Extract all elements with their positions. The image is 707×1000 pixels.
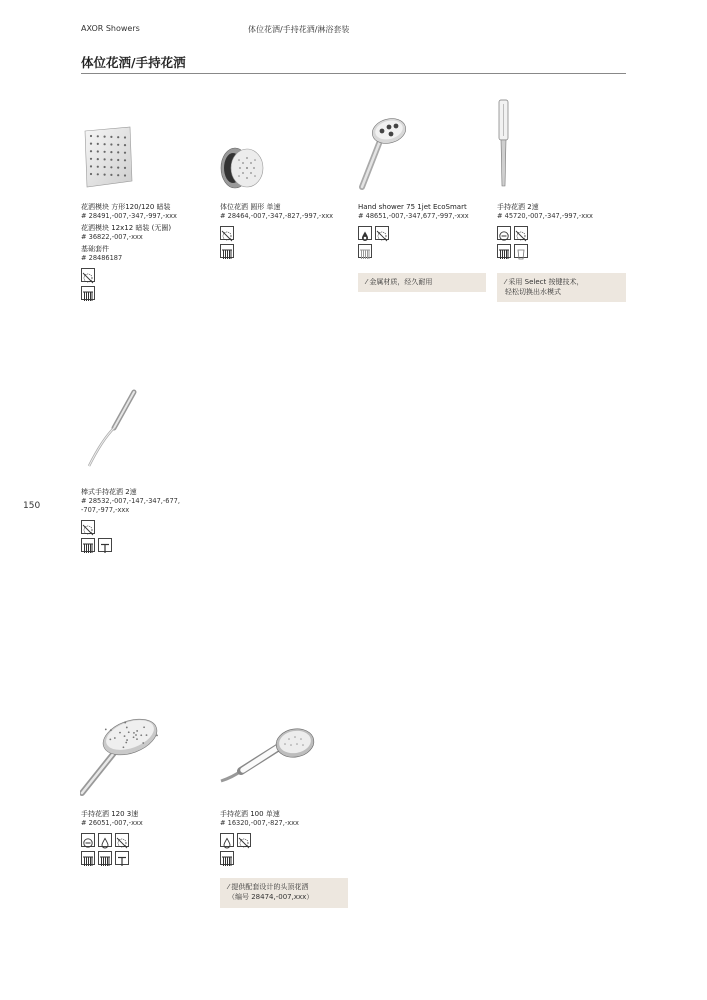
product-number: # 16320,-007,-827,-xxx xyxy=(220,819,299,827)
nozzle-dot xyxy=(97,166,99,168)
title-divider xyxy=(81,73,626,74)
hose-icon xyxy=(115,851,129,865)
note-text: （编号 28474,-007,xxx） xyxy=(228,893,314,901)
page-title: 体位花洒/手持花洒 xyxy=(81,55,186,70)
nozzle-dot xyxy=(104,174,106,176)
note-text: 采用 Select 按键技术， xyxy=(508,278,584,286)
product-note xyxy=(220,878,348,908)
installation-icon xyxy=(81,851,95,865)
product-hand-shower-75 xyxy=(358,203,486,258)
water-saving-icon xyxy=(358,226,372,240)
nozzle-dot xyxy=(142,742,144,744)
nozzle-dot xyxy=(117,167,119,169)
product-number: # 28486187 xyxy=(81,254,123,262)
note-text: 轻松切换出水模式 xyxy=(505,288,561,296)
nozzle-dot xyxy=(124,167,126,169)
hand-shower-120-image xyxy=(80,715,160,801)
installation-icon xyxy=(358,244,372,258)
product-name: Hand shower 75 1jet EcoSmart xyxy=(358,203,467,211)
nozzle-dot xyxy=(117,174,119,176)
spray-mode-icon xyxy=(375,226,389,240)
product-number: # 48651,-007,-347,677,-997,-xxx xyxy=(358,212,469,220)
nozzle-dot xyxy=(123,746,125,748)
nozzle-dot xyxy=(136,738,138,740)
water-saving-icon xyxy=(220,833,234,847)
nozzle-dot xyxy=(124,735,126,737)
product-hand-shower-120 xyxy=(81,810,209,865)
spray-mode-icon xyxy=(220,226,234,240)
nozzle-dot xyxy=(126,739,128,741)
nozzle-dot xyxy=(104,158,106,160)
brand-header: AXOR Showers xyxy=(81,24,140,33)
nozzle-dot xyxy=(109,738,111,740)
product-number: # 28532,-007,-147,-347,-677, xyxy=(81,497,180,505)
shower-holder-icon xyxy=(514,244,528,258)
product-name: 手持花洒 120 3速 xyxy=(81,810,139,818)
nozzle-dot xyxy=(110,174,112,176)
note-slash-icon: ⁄ xyxy=(366,278,370,286)
nozzle-dot xyxy=(146,734,148,736)
note-slash-icon: ⁄ xyxy=(228,883,232,891)
product-number-cont: -707,-977,-xxx xyxy=(81,506,130,514)
nozzle-dot xyxy=(117,151,119,153)
hand-shower-2jet-image xyxy=(494,98,514,194)
nozzle-dot xyxy=(124,144,126,146)
nozzle-dot xyxy=(90,165,92,167)
nozzle-dot xyxy=(90,173,92,175)
installation-icon xyxy=(220,851,234,865)
nozzle-dot xyxy=(104,151,106,153)
nozzle-dot xyxy=(126,727,128,729)
product-square-module xyxy=(81,203,209,300)
nozzle-dot xyxy=(128,731,130,733)
product-round-body-shower xyxy=(220,203,348,258)
water-saving-icon xyxy=(98,833,112,847)
product-number: # 28464,-007,-347,-827,-997,-xxx xyxy=(220,212,334,220)
nozzle-dot xyxy=(135,734,137,736)
hand-shower-75-image xyxy=(358,115,408,195)
nozzle-dot xyxy=(124,159,126,161)
note-text: 金属材质，经久耐用 xyxy=(369,278,433,286)
nozzle-dot xyxy=(104,143,106,145)
spray-mode-icon xyxy=(81,520,95,534)
select-button-icon xyxy=(497,226,511,240)
installation-icon xyxy=(98,851,112,865)
nozzle-dot xyxy=(104,166,106,168)
nozzle-dot xyxy=(97,173,99,175)
nozzle-dot xyxy=(105,729,107,731)
nozzle-dot xyxy=(90,135,92,137)
nozzle-dot xyxy=(110,159,112,161)
nozzle-dot xyxy=(90,143,92,145)
nozzle-dot xyxy=(117,144,119,146)
section-header: 体位花洒/手持花洒/淋浴套装 xyxy=(248,25,350,34)
installation-icon xyxy=(497,244,511,258)
product-stick-hand-shower xyxy=(81,488,209,552)
spray-mode-icon xyxy=(514,226,528,240)
nozzle-dot xyxy=(124,152,126,154)
product-name: 手持花洒 100 单速 xyxy=(220,810,280,818)
product-number: # 45720,-007,-347,-997,-xxx xyxy=(497,212,593,220)
product-note xyxy=(497,273,626,302)
nozzle-dot xyxy=(104,136,106,138)
nozzle-dot xyxy=(97,143,99,145)
nozzle-dot xyxy=(156,735,158,737)
hand-shower-100-image xyxy=(219,725,319,791)
nozzle-dot xyxy=(97,135,99,137)
installation-icon xyxy=(220,244,234,258)
nozzle-dot xyxy=(133,732,135,734)
nozzle-dot xyxy=(133,736,135,738)
product-note xyxy=(358,273,486,292)
nozzle-dot xyxy=(97,158,99,160)
product-name: 棒式手持花洒 2速 xyxy=(81,488,137,496)
nozzle-dot xyxy=(124,174,126,176)
square-shower-module-image xyxy=(82,125,134,193)
nozzle-dot xyxy=(124,136,126,138)
product-name: 基础套件 xyxy=(81,245,109,253)
select-button-icon xyxy=(81,833,95,847)
spray-mode-icon xyxy=(237,833,251,847)
nozzle-dot xyxy=(97,150,99,152)
nozzle-dot xyxy=(110,136,112,138)
stick-hand-shower-image xyxy=(84,388,144,474)
nozzle-dot xyxy=(119,732,121,734)
installation-icon xyxy=(81,286,95,300)
nozzle-dot xyxy=(140,734,142,736)
note-text: 提供配套设计的头顶花洒 xyxy=(231,883,309,891)
nozzle-dot xyxy=(114,737,116,739)
product-hand-shower-100 xyxy=(220,810,348,865)
nozzle-dot xyxy=(90,150,92,152)
nozzle-dot xyxy=(110,166,112,168)
product-number: # 26051,-007,-xxx xyxy=(81,819,143,827)
nozzle-dot xyxy=(125,742,127,744)
product-number: # 28491,-007,-347,-997,-xxx xyxy=(81,212,177,220)
nozzle-dot xyxy=(110,729,112,731)
nozzle-dot xyxy=(143,726,145,728)
product-hand-shower-2jet xyxy=(497,203,625,258)
nozzle-dot xyxy=(117,136,119,138)
product-name: 体位花洒 圆形 单速 xyxy=(220,203,281,211)
hose-icon xyxy=(98,538,112,552)
nozzle-dot xyxy=(110,151,112,153)
page-number: 150 xyxy=(23,501,41,511)
nozzle-dot xyxy=(90,158,92,160)
spray-mode-icon xyxy=(81,268,95,282)
nozzle-dot xyxy=(124,722,126,724)
product-name: 手持花洒 2速 xyxy=(497,203,539,211)
product-name: 花洒模块 方形120/120 暗装 xyxy=(81,203,171,211)
round-body-shower-image xyxy=(219,145,267,195)
note-slash-icon: ⁄ xyxy=(505,278,509,286)
installation-icon xyxy=(81,538,95,552)
nozzle-dot xyxy=(117,159,119,161)
nozzle-dot xyxy=(110,143,112,145)
product-name: 花洒模块 12x12 暗装 (无圈) xyxy=(81,224,172,232)
spray-mode-icon xyxy=(115,833,129,847)
product-number: # 36822,-007,-xxx xyxy=(81,233,143,241)
nozzle-dot xyxy=(136,730,138,732)
